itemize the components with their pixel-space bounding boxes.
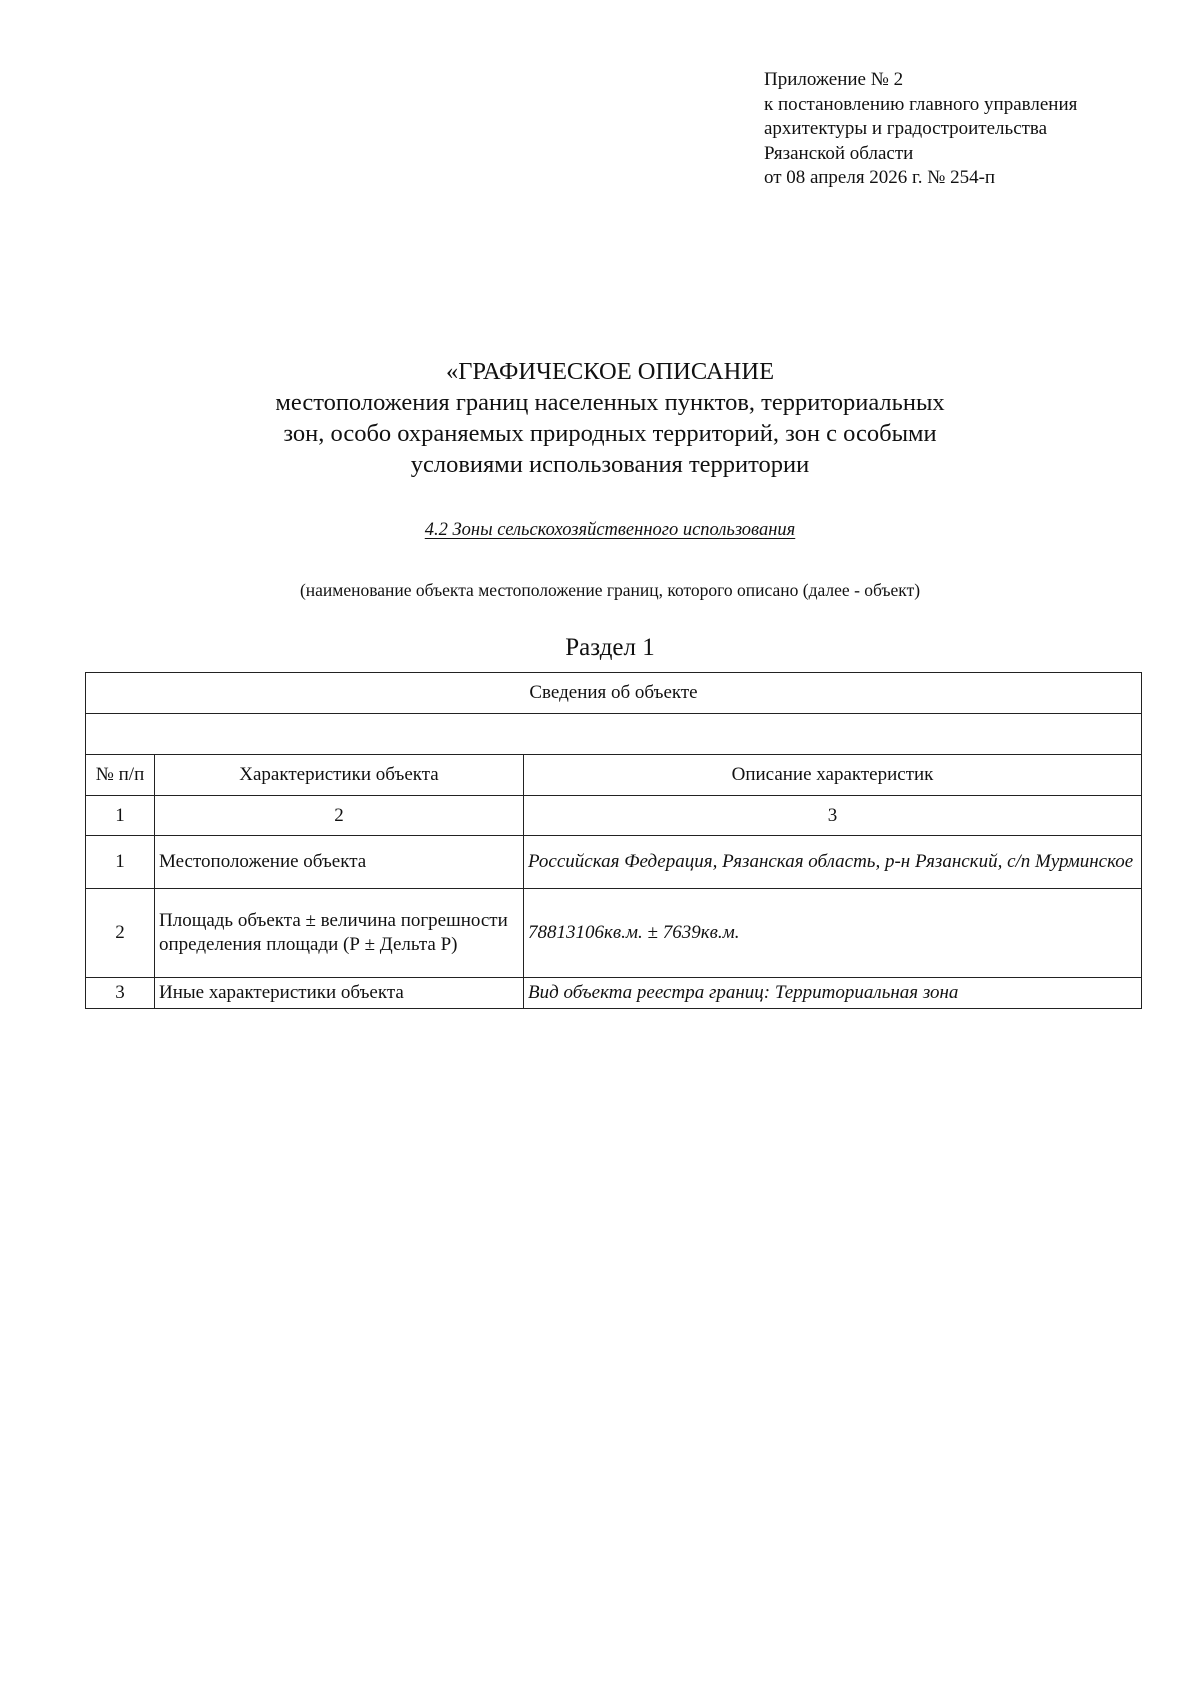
document-title (160, 356, 1060, 480)
row-number: 2 (86, 889, 155, 978)
object-name-note: (наименование объекта местоположение границ, которого описано (далее - объект) (299, 580, 921, 600)
appendix-line: Приложение № 2 (764, 69, 904, 90)
table-row (86, 978, 1142, 1009)
appendix-header (764, 68, 1164, 191)
title-line: зон, особо охраняемых природных территорий, зон с особыми (283, 420, 937, 447)
column-number: 3 (524, 796, 1142, 836)
title-line: условиями использования территории (410, 451, 810, 478)
row-characteristic: Местоположение объекта (155, 836, 524, 889)
column-number: 2 (155, 796, 524, 836)
appendix-line: архитектуры и градостроительства (764, 118, 1048, 139)
table-row (86, 836, 1142, 889)
section-title: Раздел 1 (565, 634, 655, 661)
table-column-numbers-row (86, 796, 1142, 836)
column-header-description: Описание характеристик (524, 755, 1142, 796)
row-description: Вид объекта реестра границ: Территориальная зона (524, 978, 1142, 1009)
object-info-table (85, 672, 1142, 1009)
table-caption-row (86, 673, 1142, 714)
row-description: Российская Федерация, Рязанская область, р-н Рязанский, с/п Мурминское (524, 836, 1142, 889)
row-characteristic: Площадь объекта ± величина погрешности определения площади (Р ± Дельта Р) (155, 889, 524, 978)
table-row (86, 889, 1142, 978)
object-name-text: 4.2 Зоны сельскохозяйственного использования (424, 520, 796, 540)
row-characteristic: Иные характеристики объекта (155, 978, 524, 1009)
row-number: 1 (86, 836, 155, 889)
table-empty-row (86, 714, 1142, 755)
table-empty-cell (86, 714, 1142, 755)
column-number: 1 (86, 796, 155, 836)
column-header-characteristic: Характеристики объекта (155, 755, 524, 796)
column-header-number: № п/п (86, 755, 155, 796)
table-caption: Сведения об объекте (86, 673, 1142, 714)
appendix-line: Рязанской области (764, 142, 914, 164)
table-header-row (86, 755, 1142, 796)
row-description: 78813106кв.м. ± 7639кв.м. (524, 889, 1142, 978)
title-line: «ГРАФИЧЕСКОЕ ОПИСАНИЕ (445, 358, 775, 385)
title-line: местоположения границ населенных пунктов, территориальных (275, 389, 945, 416)
row-number: 3 (86, 978, 155, 1009)
object-name (160, 518, 1060, 542)
appendix-line: к постановлению главного управления (764, 93, 1078, 115)
appendix-line: от 08 апреля 2026 г. № 254-п (764, 167, 996, 188)
